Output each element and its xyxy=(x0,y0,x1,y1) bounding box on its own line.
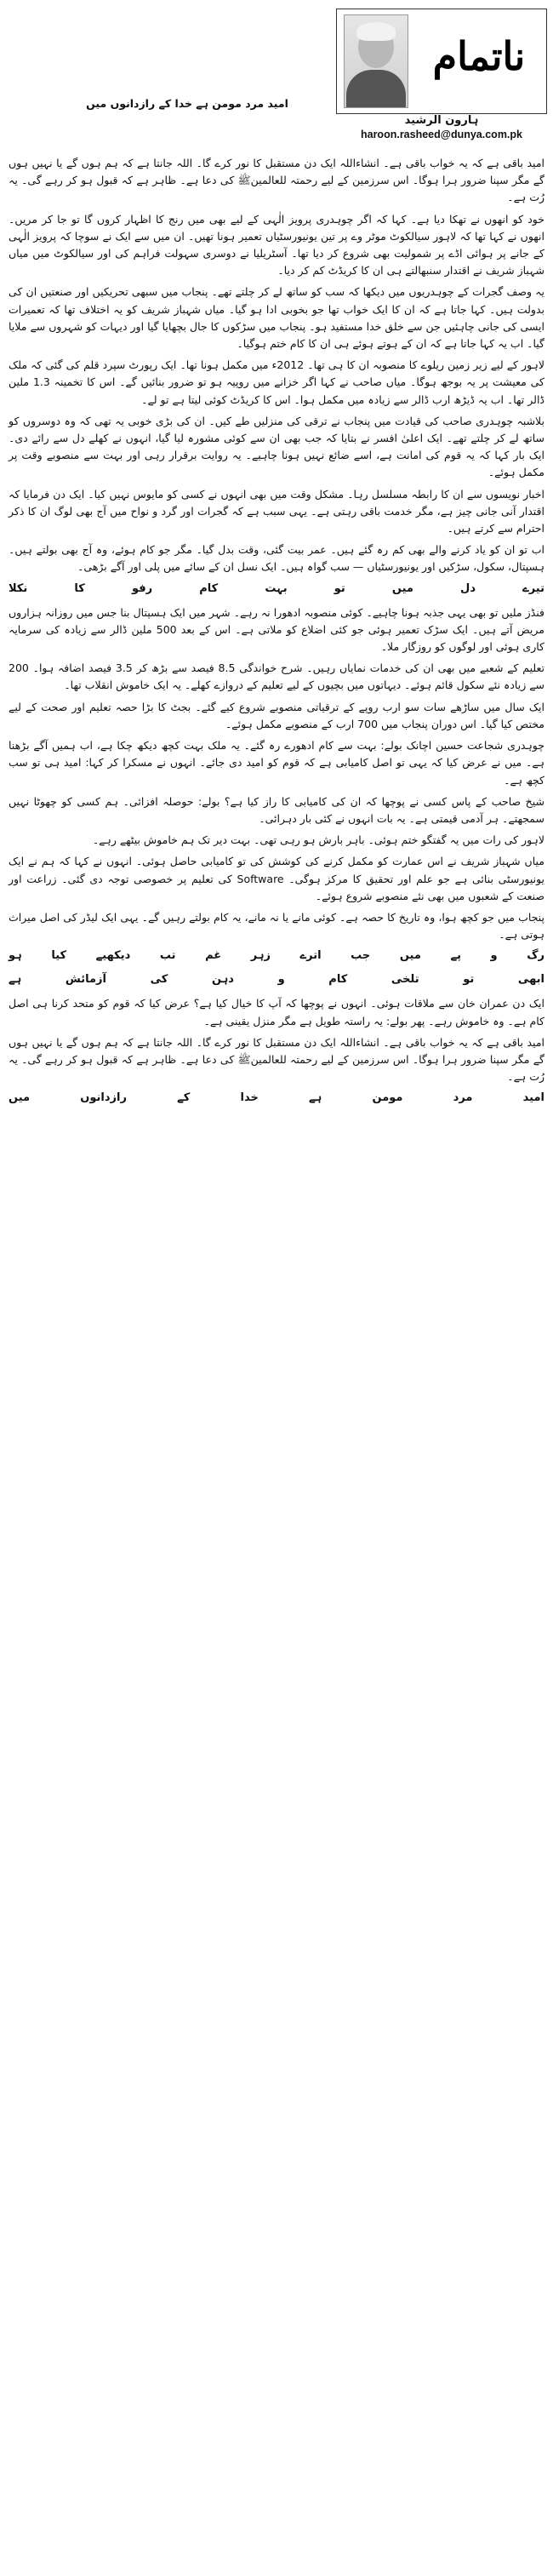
header-frame xyxy=(336,9,547,114)
paragraph: یہ وصف گجرات کے چوہدریوں میں دیکھا کہ سب کو ساتھ لے کر چلتے تھے۔ پنجاب میں سبھی تحریکیں اور صنعتیں ان کی بدولت ہیں۔ کہا جاتا ہے کہ ان کا ایک خواب تھا جو بخوبی ادا ہو گیا۔ میاں شہباز شریف کو یہ اختلاف تھا کہ تعمیرات ایسی کی جانی چاہئیں جن سے خلق خدا مستفید ہو۔ پنجاب میں سڑکوں کا جال بچھایا گیا اور دیہات کو شہروں سے ملایا گیا۔ اب یہ کہا جاتا ہے کہ ان کے ہوتے ہوئے ہی ان کا کام ختم ہوگیا۔ xyxy=(9,285,544,351)
paragraph: امید باقی ہے کہ یہ خواب باقی ہے۔ انشاءاللہ ایک دن مستقبل کا نور کرے گا۔ اللہ جانتا ہے کہ ہم ہوں گے یا نہیں ہوں گے مگر سپنا ضرور ہرا ہوگا۔ اس سرزمین کے لیے رحمتہ للعالمینﷺ کی دعا ہے۔ ظاہر ہے کہ قبول ہو کر رہے گی۔ یہ رُت ہے۔ xyxy=(9,157,544,204)
author-photo xyxy=(344,14,408,108)
paragraph: بلاشبہ چوہدری صاحب کی قیادت میں پنجاب نے ترقی کی منزلیں طے کیں۔ ان کی بڑی خوبی یہ تھی کہ وہ دوسروں کو ساتھ لے کر چلتے تھے۔ ایک اعلیٰ افسر نے بتایا کہ جب بھی ان سے کوئی مشورہ لیا گیا، انہوں نے کھلے دل سے رائے دی۔ ایک بار کہا کہ یہ قوم کی امانت ہے، اسے ضائع نہیں ہونا چاہیے۔ یہ روایت برقرار رہی اور بہت سے منصوبے وقت پر مکمل ہوئے۔ xyxy=(9,414,544,479)
column-title: ناتمام xyxy=(432,33,526,79)
paragraph: پنجاب میں جو کچھ ہوا، وہ تاریخ کا حصہ ہے۔ کوئی مانے یا نہ مانے، یہ کام بولتے رہیں گے۔ یہی ایک لیڈر کی اصل میراث ہوتی ہے۔ xyxy=(9,910,544,942)
paragraph: اب تو ان کو یاد کرنے والے بھی کم رہ گئے ہیں۔ عمر بیت گئی، وقت بدل گیا۔ مگر جو کام ہوئے، وہ آج بھی بولتے ہیں۔ ہسپتال، سکول، سڑکیں اور یونیورسٹیاں — سب گواہ ہیں۔ ایک نسل ان کے سائے میں پلی اور آگے بڑھی۔ xyxy=(9,543,544,574)
paragraph: اخبار نویسوں سے ان کا رابطہ مسلسل رہا۔ مشکل وقت میں بھی انہوں نے کسی کو مایوس نہیں کیا۔ ایک دن فرمایا کہ اقتدار آنی جانی چیز ہے، مگر خدمت باقی رہتی ہے۔ یہی سبب ہے کہ گجرات اور گرد و نواح میں آج بھی لوگ ان کا ذکر احترام سے کرتے ہیں۔ xyxy=(9,487,544,535)
column-header xyxy=(336,9,547,140)
paragraph: امید باقی ہے کہ یہ خواب باقی ہے۔ انشاءاللہ ایک دن مستقبل کا نور کرے گا۔ اللہ جانتا ہے کہ ہم ہوں گے یا نہیں ہوں گے مگر سپنا ضرور ہرا ہوگا۔ اس سرزمین کے لیے رحمتہ للعالمینﷺ کی دعا ہے۔ ظاہر ہے کہ قبول ہو کر رہے گی۔ یہ رُت ہے۔ xyxy=(9,1035,544,1084)
article-headline: امید مرد مومن ہے خدا کے رازدانوں میں xyxy=(86,97,288,110)
verse-couplet: ابھی تو تلخی کام و دہن کی آزمائش ہے xyxy=(9,973,544,987)
article-body xyxy=(9,155,544,1113)
paragraph: ایک دن عمران خان سے ملاقات ہوئی۔ انہوں نے پوچھا کہ آپ کا خیال کیا ہے؟ عرض کیا کہ قوم کو متحد کرنا ہی اصل کام ہے۔ وہ خاموش رہے۔ پھر بولے: یہ راستہ طویل ہے مگر منزل یقینی ہے۔ xyxy=(9,997,544,1028)
paragraph: خود کو انھوں نے تھکا دیا ہے۔ کہا کہ اگر چوہدری پرویز الٰہی کے لیے بھی میں رنج کا اظہار کروں گا تو جا کر مریں۔ انھوں نے کہا تھا کہ لاہور سیالکوٹ موٹر وے پر تین یونیورسٹیاں تعمیر ہونا تھیں۔ ان میں سے ایک نے سوچا کہ پرویز الٰہی کے جانے پر ہوائی اڈے پر شمولیت بھی شروع کر دیا تھا۔ آسٹریلیا نے دوسری سہولت فراہم کی اور سیالکوٹ میں میاں شہباز شریف نے اقتدار سنبھالتے ہی ان کا کریڈٹ کم کر دیا۔ xyxy=(9,212,544,278)
paragraph: لاہور کے لیے زیر زمین ریلوے کا منصوبہ ان کا ہی تھا۔ 2012ء میں مکمل ہونا تھا۔ ایک رپورٹ سپرد قلم کی گئی کہ ملک کی معیشت پر یہ بوجھ ہوگا۔ میاں صاحب نے کہا اگر خزانے میں روپیہ ہو تو ضرور بنائیں گے۔ اس کا تخمینہ 1.3 ملین ڈالر تھا۔ اب یہ ڈیڑھ ارب ڈالر سے زیادہ میں مکمل ہوا۔ اس کا کریڈٹ کوئی لیتا ہے تو لے۔ xyxy=(9,358,544,406)
paragraph: تعلیم کے شعبے میں بھی ان کی خدمات نمایاں رہیں۔ شرح خواندگی 8.5 فیصد سے بڑھ کر 3.5 فیصد اضافہ ہوا۔ 200 سے زیادہ نئے سکول قائم ہوئے۔ دیہاتوں میں بچیوں کے لیے تعلیم کے دروازے کھلے۔ یہ ایک خاموش انقلاب تھا۔ xyxy=(9,661,544,692)
paragraph: ایک سال میں ساڑھے سات سو ارب روپے کے ترقیاتی منصوبے شروع کیے گئے۔ بجٹ کا بڑا حصہ تعلیم اور صحت کے لیے مختص کیا گیا۔ اس دوران پنجاب میں 700 ارب کے منصوبے مکمل ہوئے۔ xyxy=(9,700,544,730)
paragraph: لاہور کی رات میں یہ گفتگو ختم ہوئی۔ باہر بارش ہو رہی تھی۔ بہت دیر تک ہم خاموش بیٹھے رہے۔ xyxy=(92,833,544,847)
paragraph: میاں شہباز شریف نے اس عمارت کو مکمل کرنے کی کوشش کی تو کامیابی حاصل ہوئی۔ انہوں نے کہا کہ ہم نے ایک یونیورسٹی بنائی ہے جو علم اور تحقیق کا مرکز ہوگی۔ Software کی تعلیم پر خصوصی توجہ دی گئی۔ زراعت اور صنعت کے شعبوں میں بھی نئے منصوبے شروع ہوئے۔ xyxy=(9,855,545,902)
author-name: ہارون الرشید xyxy=(404,114,479,127)
paragraph: چوہدری شجاعت حسین اچانک بولے: بہت سے کام ادھورے رہ گئے۔ یہ ملک بہت کچھ دیکھ چکا ہے، اب ہمیں آگے بڑھنا ہے۔ میں نے عرض کیا کہ یہی تو اصل کامیابی ہے کہ قوم کو امید دی جائے۔ انہوں نے مسکرا کر کہا: امید ہی تو سب کچھ ہے۔ xyxy=(9,739,544,787)
paragraph: فنڈز ملیں تو بھی یہی جذبہ ہونا چاہیے۔ کوئی منصوبہ ادھورا نہ رہے۔ شہر میں ایک ہسپتال بنا جس میں روزانہ ہزاروں مریض آتے ہیں۔ ایک سڑک تعمیر ہوئی جو کئی اضلاع کو ملاتی ہے۔ اس کے بعد 500 ملین ڈالر سے زیادہ کی سرمایہ کاری ہوئی اور لوگوں کو روزگار ملا۔ xyxy=(9,605,544,654)
verse-couplet: امید مرد مومن ہے خدا کے رازدانوں میں xyxy=(9,1091,544,1105)
verse-couplet: تیرے دل میں تو بہت کام رفو کا نکلا xyxy=(9,581,544,595)
author-email: haroon.rasheed@dunya.com.pk xyxy=(360,129,522,140)
paragraph: شیخ صاحب کے پاس کسی نے پوچھا کہ ان کی کامیابی کا راز کیا ہے؟ بولے: حوصلہ افزائی۔ ہم کسی کو چھوٹا نہیں سمجھتے۔ ہر آدمی قیمتی ہے۔ یہ بات انہوں نے کئی بار دہرائی۔ xyxy=(9,794,544,825)
verse-couplet: رگ و پے میں جب اترے زہر غم تب دیکھیے کیا ہو xyxy=(9,949,544,963)
